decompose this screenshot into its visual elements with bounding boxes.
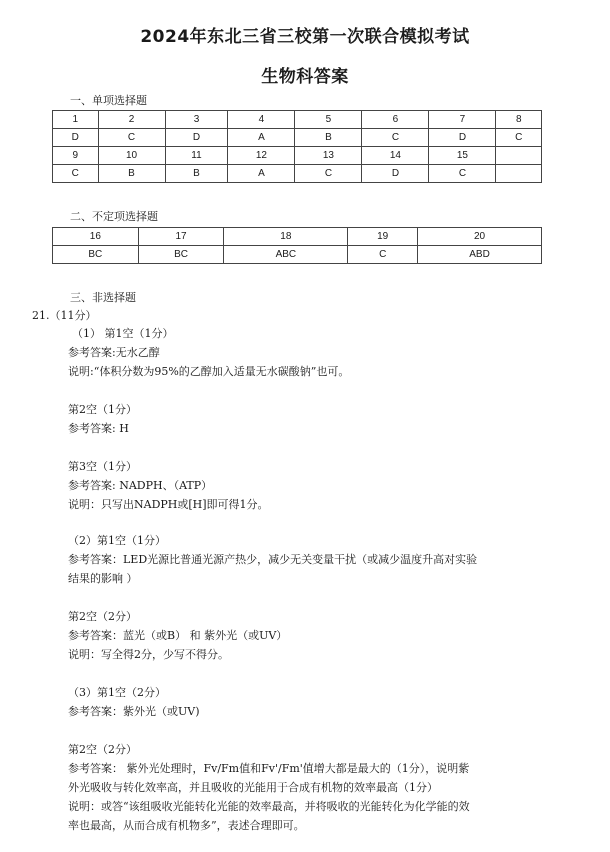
single-choice-question-number: 4	[228, 111, 295, 129]
single-choice-answer-cell: B	[165, 165, 228, 183]
single-choice-row	[53, 165, 542, 183]
note-line: 说明：写全得2分，少写不得分。	[68, 648, 229, 661]
multi-choice-answer-table	[52, 227, 542, 264]
answer-line: 参考答案：紫外光（或UV)	[68, 705, 200, 718]
single-choice-row	[53, 129, 542, 147]
answer-title: 生物科答案	[261, 67, 349, 87]
single-choice-question-number: 12	[228, 147, 295, 165]
single-choice-question-number: 3	[165, 111, 228, 129]
single-choice-row	[53, 147, 542, 165]
part-3-blank-1: （3）第1空（2分）	[68, 686, 166, 699]
multi-choice-question-number: 18	[224, 228, 348, 246]
single-choice-answer-cell: C	[362, 129, 429, 147]
multi-choice-row	[53, 246, 542, 264]
multi-choice-question-number: 20	[418, 228, 542, 246]
single-choice-answer-cell: D	[53, 129, 99, 147]
single-choice-answer-cell: D	[165, 129, 228, 147]
multi-choice-question-number: 16	[53, 228, 139, 246]
multi-choice-answer-cell: ABC	[224, 246, 348, 264]
part-1-blank-1: （1） 第1空（1分）	[72, 327, 174, 340]
answer-line: 参考答案: NADPH、（ATP）	[68, 479, 213, 492]
blank-header: 第2空（2分）	[68, 610, 137, 623]
answer-line: 参考答案： 紫外光处理时，Fv/Fm值和Fv'/Fm'值增大都是最大的（1分），说明紫	[68, 762, 470, 775]
single-choice-answer-cell: C	[295, 165, 362, 183]
single-choice-answer-cell: C	[496, 129, 542, 147]
single-choice-question-number: 11	[165, 147, 228, 165]
single-choice-answer-cell: D	[429, 129, 496, 147]
section-1-heading: 一、单项选择题	[70, 94, 147, 107]
multi-choice-answer-cell: BC	[138, 246, 224, 264]
single-choice-answer-table	[52, 110, 542, 183]
single-choice-answer-cell: A	[228, 129, 295, 147]
part-2-blank-1: （2）第1空（1分）	[68, 534, 166, 547]
blank-header: 第3空（1分）	[68, 460, 137, 473]
single-choice-question-number: 2	[98, 111, 165, 129]
blank-header: 第2空（2分）	[68, 743, 137, 756]
single-choice-question-number: 1	[53, 111, 99, 129]
answer-line-continued: 结果的影响 ）	[68, 572, 138, 585]
single-choice-answer-cell	[496, 165, 542, 183]
single-choice-question-number: 10	[98, 147, 165, 165]
single-choice-question-number: 15	[429, 147, 496, 165]
multi-choice-question-number: 19	[348, 228, 418, 246]
single-choice-answer-cell: A	[228, 165, 295, 183]
multi-choice-answer-cell: C	[348, 246, 418, 264]
note-line-continued: 率也最高，从而合成有机物多”，表述合理即可。	[68, 819, 305, 832]
single-choice-row	[53, 111, 542, 129]
single-choice-question-number	[496, 147, 542, 165]
answer-line: 参考答案: H	[68, 422, 129, 435]
multi-choice-question-number: 17	[138, 228, 224, 246]
single-choice-question-number: 7	[429, 111, 496, 129]
multi-choice-answer-cell: ABD	[418, 246, 542, 264]
note-line: 说明：或答“该组吸收光能转化光能的效率最高，并将吸收的光能转化为化学能的效	[68, 800, 470, 813]
answer-line: 参考答案：蓝光（或B） 和 紫外光（或UV）	[68, 629, 288, 642]
single-choice-question-number: 5	[295, 111, 362, 129]
answer-line: 参考答案：LED光源比普通光源产热少，减少无关变量干扰（或减少温度升高对实验	[68, 553, 478, 566]
single-choice-answer-cell: C	[53, 165, 99, 183]
single-choice-answer-cell: D	[362, 165, 429, 183]
single-choice-question-number: 13	[295, 147, 362, 165]
answer-line: 参考答案:无水乙醇	[68, 346, 160, 359]
multi-choice-row	[53, 228, 542, 246]
note-line: 说明:“体积分数为95%的乙醇加入适量无水碳酸钠”也可。	[68, 365, 350, 378]
multi-choice-answer-cell: BC	[53, 246, 139, 264]
single-choice-question-number: 6	[362, 111, 429, 129]
question-21-header: 21.（11分）	[32, 309, 97, 322]
blank-header: 第2空（1分）	[68, 403, 137, 416]
note-line: 说明：只写出NADPH或[H]即可得1分。	[68, 498, 269, 511]
single-choice-question-number: 9	[53, 147, 99, 165]
section-3-heading: 三、非选择题	[70, 291, 136, 304]
single-choice-answer-cell: C	[98, 129, 165, 147]
single-choice-answer-cell: C	[429, 165, 496, 183]
single-choice-question-number: 8	[496, 111, 542, 129]
section-2-heading: 二、不定项选择题	[70, 210, 158, 223]
single-choice-question-number: 14	[362, 147, 429, 165]
single-choice-answer-cell: B	[98, 165, 165, 183]
single-choice-answer-cell: B	[295, 129, 362, 147]
exam-title: 2024年东北三省三校第一次联合模拟考试	[140, 27, 470, 47]
answer-line-continued: 外光吸收与转化效率高，并且吸收的光能用于合成有机物的效率最高（1分）	[68, 781, 438, 794]
